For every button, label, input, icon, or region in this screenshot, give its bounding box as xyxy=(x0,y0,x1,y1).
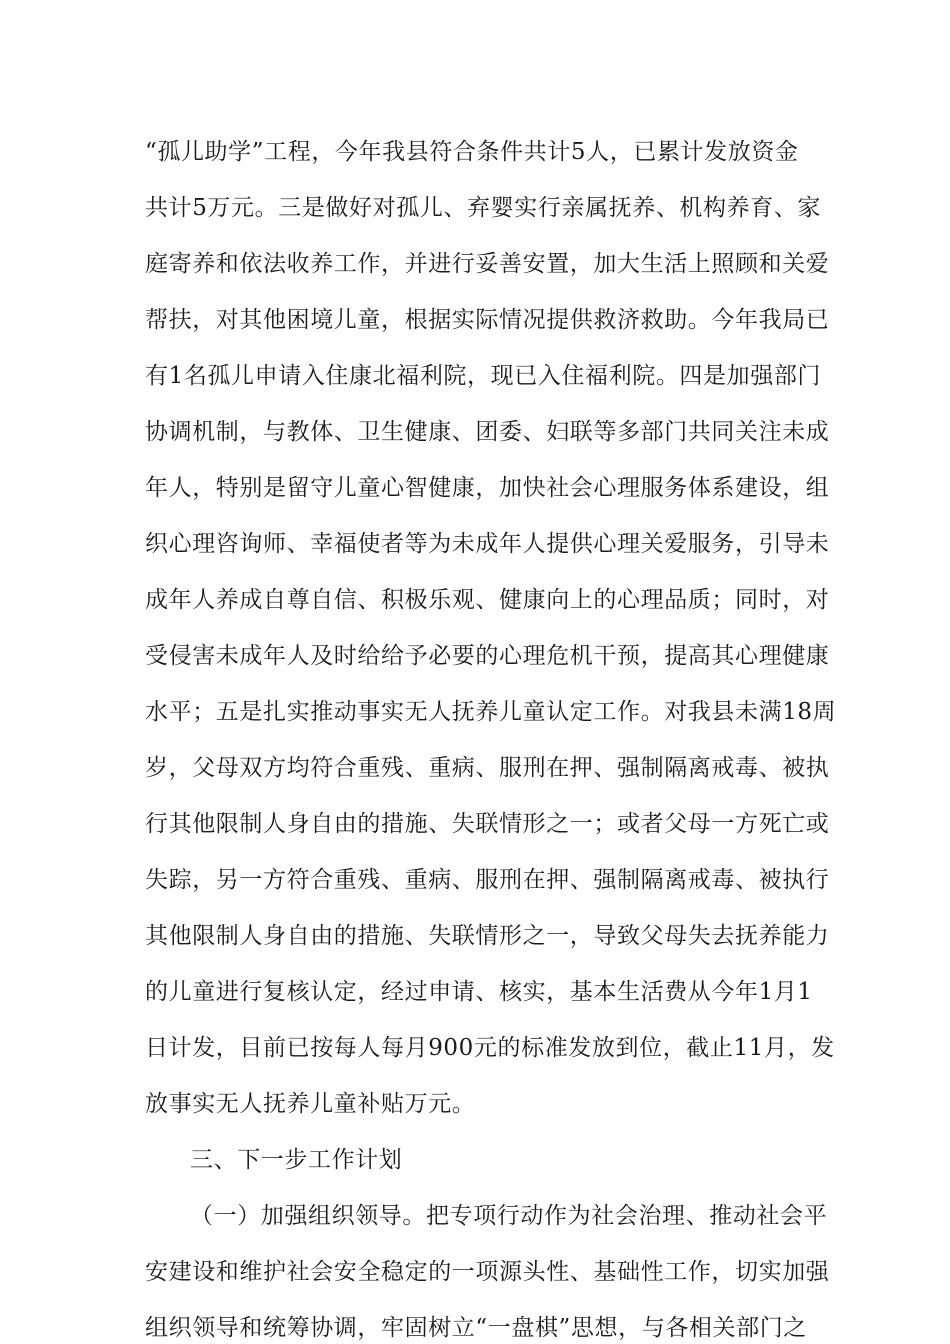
paragraph-line: 有1名孤儿申请入住康北福利院，现已入住福利院。四是加强部门 xyxy=(145,363,822,389)
paragraph-line: 年人，特别是留守儿童心智健康，加快社会心理服务体系建设，组 xyxy=(145,475,830,501)
paragraph-line: 织心理咨询师、幸福使者等为未成年人提供心理关爱服务，引导未 xyxy=(145,531,830,557)
paragraph-line: 失踪，另一方符合重残、重病、服刑在押、强制隔离戒毒、被执行 xyxy=(145,867,830,893)
paragraph-line: 日计发，目前已按每人每月900元的标准发放到位，截止11月，发 xyxy=(145,1035,835,1061)
paragraph-line: 组织领导和统筹协调，牢固树立“一盘棋”思想，与各相关部门之 xyxy=(145,1315,807,1341)
paragraph-line: 帮扶，对其他困境儿童，根据实际情况提供救济救助。今年我局已 xyxy=(145,307,830,333)
subsection-lead-line: （一）加强组织领导。把专项行动作为社会治理、推动社会平 xyxy=(190,1203,828,1229)
paragraph-line: 协调机制，与教体、卫生健康、团委、妇联等多部门共同关注未成 xyxy=(145,419,830,445)
paragraph-line: 成年人养成自尊自信、积极乐观、健康向上的心理品质；同时，对 xyxy=(145,587,830,613)
paragraph-line: 水平；五是扎实推动事实无人抚养儿童认定工作。对我县未满18周 xyxy=(145,699,837,725)
paragraph-line: “孤儿助学”工程，今年我县符合条件共计5人，已累计发放资金 xyxy=(145,139,799,165)
paragraph-line: 行其他限制人身自由的措施、失联情形之一；或者父母一方死亡或 xyxy=(145,811,830,837)
section-heading: 三、下一步工作计划 xyxy=(190,1147,403,1173)
paragraph-line: 的儿童进行复核认定，经过申请、核实，基本生活费从今年1月1 xyxy=(145,979,813,1005)
paragraph-line: 放事实无人抚养儿童补贴万元。 xyxy=(145,1091,476,1117)
paragraph-line: 岁，父母双方均符合重残、重病、服刑在押、强制隔离戒毒、被执 xyxy=(145,755,830,781)
paragraph-line: 其他限制人身自由的措施、失联情形之一，导致父母失去抚养能力 xyxy=(145,923,830,949)
paragraph-line: 庭寄养和依法收养工作，并进行妥善安置，加大生活上照顾和关爱 xyxy=(145,251,830,277)
paragraph-line: 受侵害未成年人及时给给予必要的心理危机干预，提高其心理健康 xyxy=(145,643,830,669)
paragraph-line: 安建设和维护社会安全稳定的一项源头性、基础性工作，切实加强 xyxy=(145,1259,830,1285)
paragraph-line: 共计5万元。三是做好对孤儿、弃婴实行亲属抚养、机构养育、家 xyxy=(145,195,822,221)
